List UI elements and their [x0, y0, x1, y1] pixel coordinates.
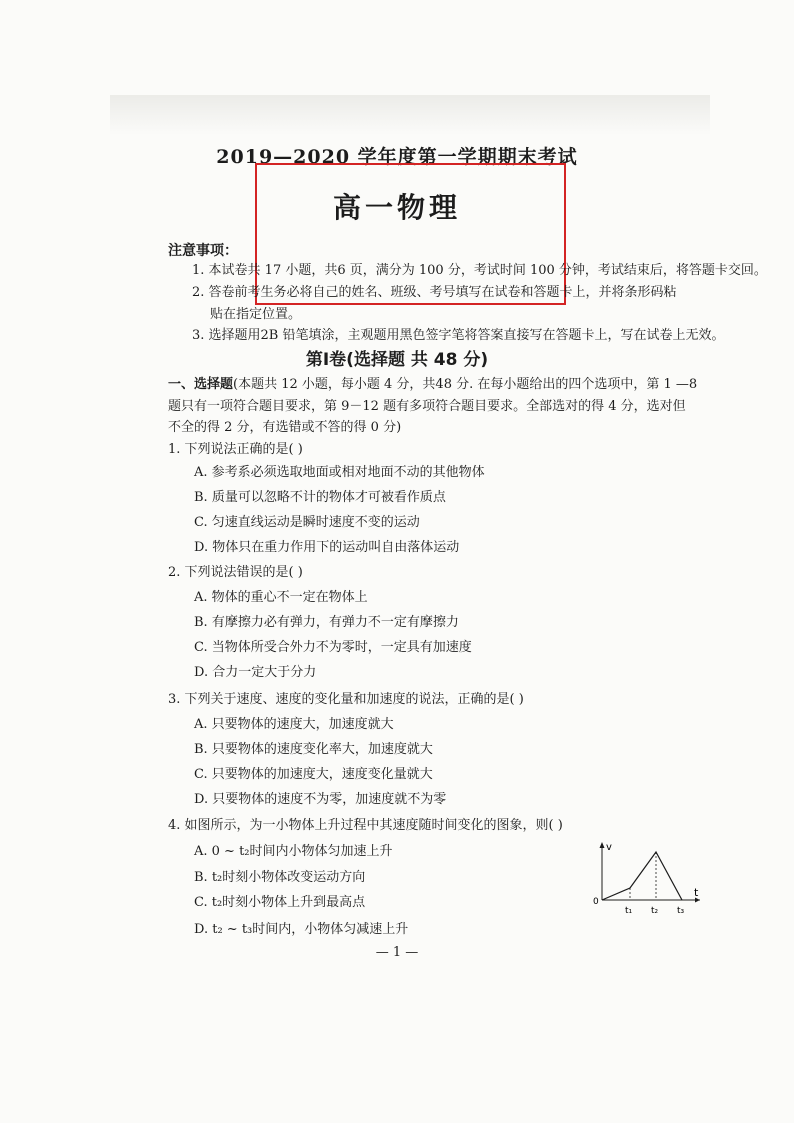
section-title: 第Ⅰ卷(选择题 共 48 分) — [305, 350, 489, 370]
t-axis-label: t — [694, 886, 699, 899]
question-stem: 2. 下列说法错误的是( ) — [168, 565, 303, 580]
question-option: B. 质量可以忽略不计的物体才可被看作质点 — [194, 490, 446, 505]
section-intro-line — [168, 375, 697, 395]
note-item: 3. 选择题用2B 铅笔填涂，主观题用黑色签字笔将答案直接写在答题卡上，写在试卷上无效。 — [192, 328, 725, 343]
velocity-curve — [602, 852, 682, 900]
question-option: B. t₂时刻小物体改变运动方向 — [194, 870, 366, 885]
section-intro-line: 题只有一项符合题目要求，第 9－12 题有多项符合题目要求。全部选对的得 4 分，选对但 — [168, 399, 686, 414]
question-option: C. 匀速直线运动是瞬时速度不变的运动 — [194, 515, 420, 530]
section-intro-line: 不全的得 2 分，有选错或不答的得 0 分) — [168, 420, 402, 435]
note-item: 1. 本试卷共 17 小题，共6 页，满分为 100 分，考试时间 100 分钟，考试结束后，将答题卡交回。 — [192, 263, 767, 278]
question-option: B. 只要物体的速度变化率大，加速度就大 — [194, 742, 433, 757]
question-option: C. 当物体所受合外力不为零时，一定具有加速度 — [194, 640, 472, 655]
subject-title: 高一物理 — [332, 191, 461, 224]
t3-tick-label: t₃ — [677, 906, 685, 916]
question-stem: 4. 如图所示，为一小物体上升过程中其速度随时间变化的图象，则( ) — [168, 818, 563, 833]
question-option: D. t₂ ~ t₃时间内，小物体匀减速上升 — [194, 922, 409, 937]
question-option: A. 只要物体的速度大，加速度就大 — [194, 717, 394, 732]
v-axis-arrow — [600, 842, 605, 848]
section-intro-text: (本题共 12 小题，每小题 4 分，共48 分. 在每小题给出的四个选项中，第 1 —8 — [233, 377, 698, 392]
scan-shadow — [110, 95, 710, 135]
question-option: C. t₂时刻小物体上升到最高点 — [194, 895, 366, 910]
question-option: D. 合力一定大于分力 — [194, 665, 317, 680]
question-option: A. 物体的重心不一定在物体上 — [194, 590, 368, 605]
page-number: — 1 — — [375, 945, 419, 960]
notes-heading: 注意事项： — [168, 243, 238, 259]
velocity-time-graph — [590, 838, 705, 920]
question-option: B. 有摩擦力必有弹力，有弹力不一定有摩擦力 — [194, 615, 459, 630]
t1-tick-label: t₁ — [625, 906, 633, 916]
question-option: D. 物体只在重力作用下的运动叫自由落体运动 — [194, 540, 460, 555]
t2-tick-label: t₂ — [651, 906, 659, 916]
question-option: D. 只要物体的速度不为零，加速度就不为零 — [194, 792, 447, 807]
section-intro-label: 一、选择题 — [168, 377, 234, 392]
question-option: C. 只要物体的加速度大，速度变化量就大 — [194, 767, 433, 782]
question-option: A. 参考系必须选取地面或相对地面不动的其他物体 — [194, 465, 485, 480]
question-option: A. 0 ~ t₂时间内小物体匀加速上升 — [194, 844, 393, 859]
v-axis-label: v — [606, 842, 612, 853]
note-item: 2. 答卷前考生务必将自己的姓名、班级、考号填写在试卷和答题卡上，并将条形码粘 — [192, 285, 677, 300]
question-stem: 3. 下列关于速度、速度的变化量和加速度的说法，正确的是( ) — [168, 692, 524, 707]
question-stem: 1. 下列说法正确的是( ) — [168, 442, 303, 457]
origin-label: 0 — [593, 897, 599, 907]
exam-title: 2019—2020 学年度第一学期期末考试 — [216, 146, 578, 168]
note-item: 贴在指定位置。 — [210, 307, 302, 322]
